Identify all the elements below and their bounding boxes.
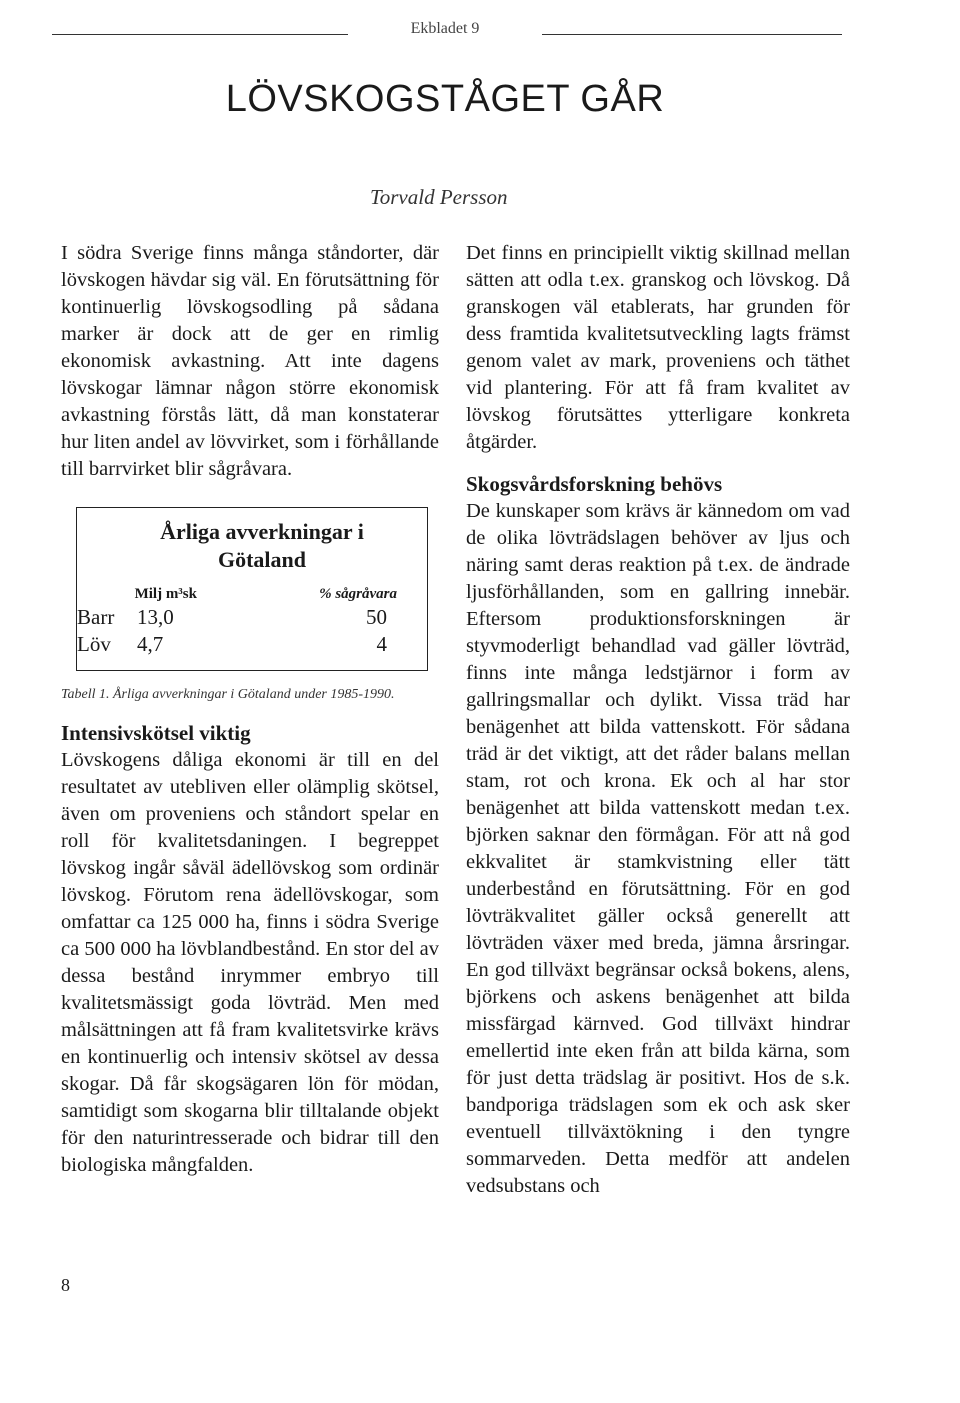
table-row <box>77 604 427 631</box>
table-header-volume: Milj m³sk <box>134 586 197 602</box>
body-paragraph: Det finns en principiellt viktig skillnad mellan sätten att odla t.ex. granskog och lövskog. Då granskogen väl etablerats, har grunden för dess framtida kvalitetsutveckling lagts främst genom valet av mark, proveniens och täthet vid plantering. För att få fram kvalitet av lövskog förutsättes ytterligare konkreta åtgärder. <box>466 242 850 453</box>
header-rule-right <box>542 34 842 35</box>
table-header-percent: % sågråvara <box>319 586 397 602</box>
row-label: Barr <box>77 605 115 629</box>
table-caption: Tabell 1. Årliga avverkningar i Götaland under 1985-1990. <box>61 687 395 702</box>
header-rule-left <box>52 34 348 35</box>
intro-paragraph: I södra Sverige finns många ståndorter, där lövskogen hävdar sig väl. En förutsättning för kontinuerlig lövskogsodling på sådana marker är dock att de ger en rimlig ekonomisk avkastning. Att inte dagens lövskogar lämnar någon större ekonomisk avkastning förstås lätt, då man konstaterar hur liten andel av lövvirket, som i förhållande till barrvirket blir sågråvara. <box>61 242 439 480</box>
section-heading: Intensivskötsel viktig <box>61 721 251 745</box>
harvest-table <box>76 507 428 671</box>
running-header <box>52 18 842 48</box>
section-heading: Skogsvårdsforskning behövs <box>466 472 723 496</box>
table-row <box>77 631 427 658</box>
running-title: Ekbladet 9 <box>410 20 480 37</box>
article-author: Torvald Persson <box>370 185 508 209</box>
body-paragraph: De kunskaper som krävs är kännedom om vad de olika lövträdslagen behöver av ljus och näring samt deras reaktion på t.ex. de ändrade ljusförhållanden, som en gallring innebär. Eftersom produktionsforskningen är styvmoderligt behandlad vad gäller lövträd, finns inte många ledstjärnor i form av gallringsmallar och dylikt. Vissa träd har benägenhet att bilda vattenskott. För sådana träd är det viktigt, att det råder balans mellan stam, rot och krona. Ek och al har stor benägenhet att bilda vattenskott medan t.ex. björken saknar den förmågan. För att nå god ekkvalitet är stamkvistning eller tätt underbestånd en förutsättning. För en god lövträkvalitet gäller också generellt att lövträden växer med breda, jämna årsringar. En god tillväxt begränsar också bokens, alens, björkens och askens benägenhet att bilda missfärgad kärnved. God tillväxt hindrar emellertid inte eken från att bilda kärna, som för just detta trädslag är positivt. Hos de s.k. bandporiga trädslagen som ek och ask sker eventuell tillväxtökning i den tyngre sommarveden. Detta medför att andelen vedsubstans och <box>466 500 850 1197</box>
table-title: Årliga avverkningar i Götaland <box>160 519 364 572</box>
row-percent: 50 <box>366 605 387 629</box>
row-volume: 13,0 <box>137 605 174 629</box>
body-paragraph: Lövskogens dåliga ekonomi är till en del resultatet av utebliven eller olämplig skötsel, även om proveniens och ståndort spelar en roll för kvalitetsdaningen. I begreppet lövskog ingår såväl ädellövskog som ordinär lövskog. Förutom rena ädellövskogar, som omfattar ca 125 000 ha, finns i södra Sverige ca 500 000 ha lövblandbestånd. En stor del av dessa bestånd inrymmer embryo till kvalitetsmässigt goda lövträd. Men med målsättningen att få fram kvalitetsvirke krävs en kontinuerlig och intensiv skötsel av dessa skogar. Då får skogsägaren lön för mödan, samtidigt som skogarna blir tilltalande objekt för den naturintresserade och bidrar till den biologiska mångfalden. <box>61 749 439 1176</box>
page-number: 8 <box>61 1275 70 1295</box>
article-title: LÖVSKOGSTÅGET GÅR <box>225 78 665 120</box>
row-volume: 4,7 <box>137 632 164 656</box>
left-column <box>61 240 439 1179</box>
right-column <box>466 240 850 1200</box>
table-header-row <box>77 584 427 604</box>
row-percent: 4 <box>376 632 387 656</box>
row-label: Löv <box>77 632 111 656</box>
